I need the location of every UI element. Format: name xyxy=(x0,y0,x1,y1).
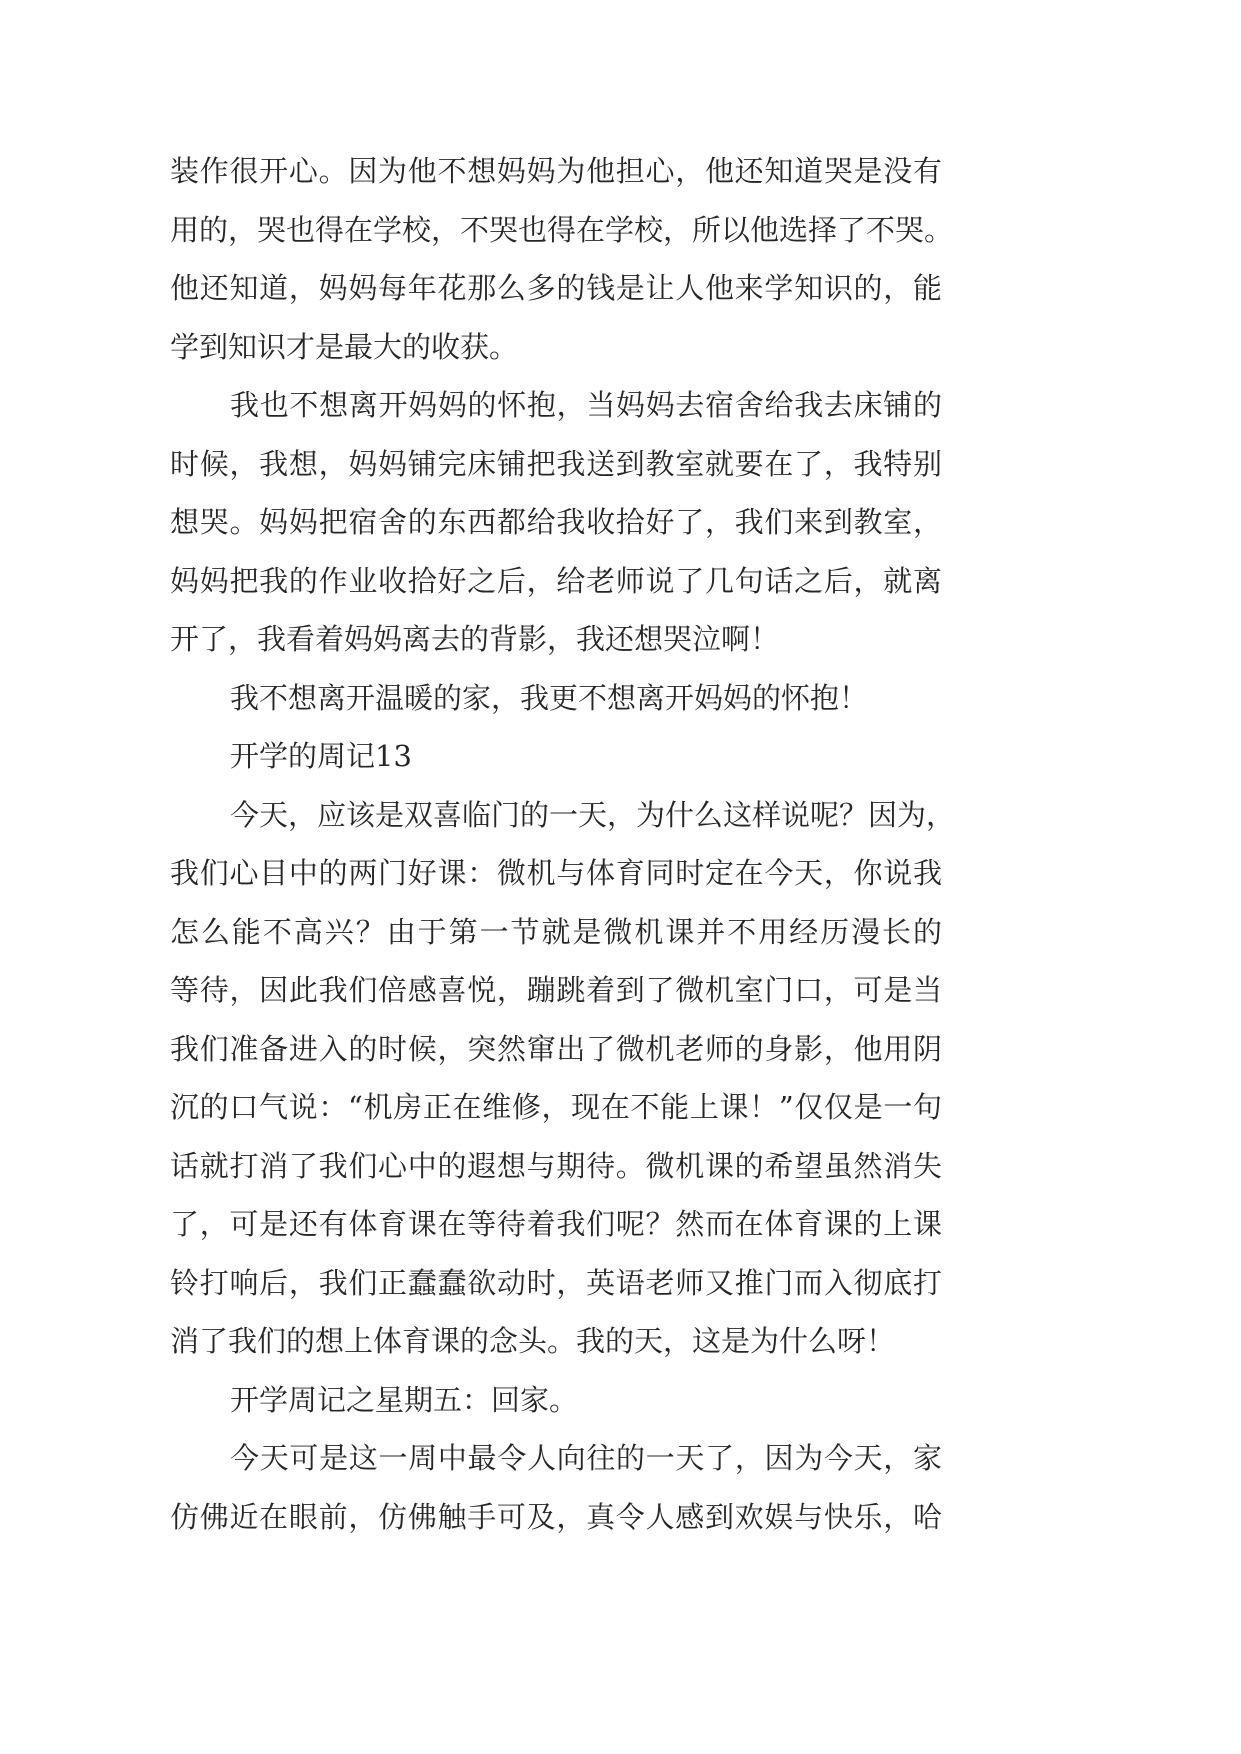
text-line: 我们准备进入的时候，突然窜出了微机老师的身影，他用阴 xyxy=(170,1031,942,1066)
text-line: 用的，哭也得在学校，不哭也得在学校，所以他选择了不哭。 xyxy=(170,212,954,247)
paragraph xyxy=(170,669,942,728)
text-line: 学到知识才是最大的收获。 xyxy=(170,329,519,364)
text-line: 装作很开心。因为他不想妈妈为他担心，他还知道哭是没有 xyxy=(170,154,942,188)
paragraph xyxy=(170,142,954,376)
text-line: 我们心目中的两门好课：微机与体育同时定在今天，你说我 xyxy=(170,856,942,890)
paragraph xyxy=(170,376,942,669)
text-line: 今天可是这一周中最令人向往的一天了，因为今天，家 xyxy=(230,1441,942,1475)
text-line: 仿佛近在眼前，仿佛触手可及，真令人感到欢娱与快乐，哈 xyxy=(170,1499,942,1534)
text-line: 他还知道，妈妈每年花那么多的钱是让人他来学知识的，能 xyxy=(170,271,942,305)
section-heading xyxy=(170,1371,942,1430)
text-line: 想哭。妈妈把宿舍的东西都给我收拾好了，我们来到教室， xyxy=(170,505,942,539)
text-line: 我也不想离开妈妈的怀抱，当妈妈去宿舍给我去床铺的 xyxy=(230,388,942,422)
text-line: 怎么能不高兴？由于第一节就是微机课并不用经历漫长的 xyxy=(170,914,942,949)
paragraph xyxy=(170,786,956,1371)
text-line: 铃打响后，我们正蠢蠢欲动时，英语老师又推门而入彻底打 xyxy=(170,1265,942,1300)
text-line: 我不想离开温暖的家，我更不想离开妈妈的怀抱！ xyxy=(230,680,869,715)
heading-text: 开学的周记13 xyxy=(230,739,412,773)
text-line: 开了，我看着妈妈离去的背影，我还想哭泣啊！ xyxy=(170,622,780,656)
document-body xyxy=(170,142,956,1546)
text-line: 消了我们的想上体育课的念头。我的天，这是为什么呀！ xyxy=(170,1324,896,1358)
text-line: 时候，我想，妈妈铺完床铺把我送到教室就要在了，我特别 xyxy=(170,446,942,481)
section-heading xyxy=(170,727,942,786)
paragraph xyxy=(170,1429,942,1546)
text-line: 妈妈把我的作业收拾好之后，给老师说了几句话之后，就离 xyxy=(170,563,942,598)
text-line: 了，可是还有体育课在等待着我们呢？然而在体育课的上课 xyxy=(170,1207,942,1241)
heading-text: 开学周记之星期五：回家。 xyxy=(230,1382,579,1417)
text-line: 沉的口气说：“机房正在维修，现在不能上课！”仅仅是一句 xyxy=(170,1090,942,1124)
text-line: 今天，应该是双喜临门的一天，为什么这样说呢？因为， xyxy=(230,797,956,832)
text-line: 话就打消了我们心中的遐想与期待。微机课的希望虽然消失 xyxy=(170,1148,942,1183)
text-line: 等待，因此我们倍感喜悦，蹦跳着到了微机室门口，可是当 xyxy=(170,973,942,1007)
